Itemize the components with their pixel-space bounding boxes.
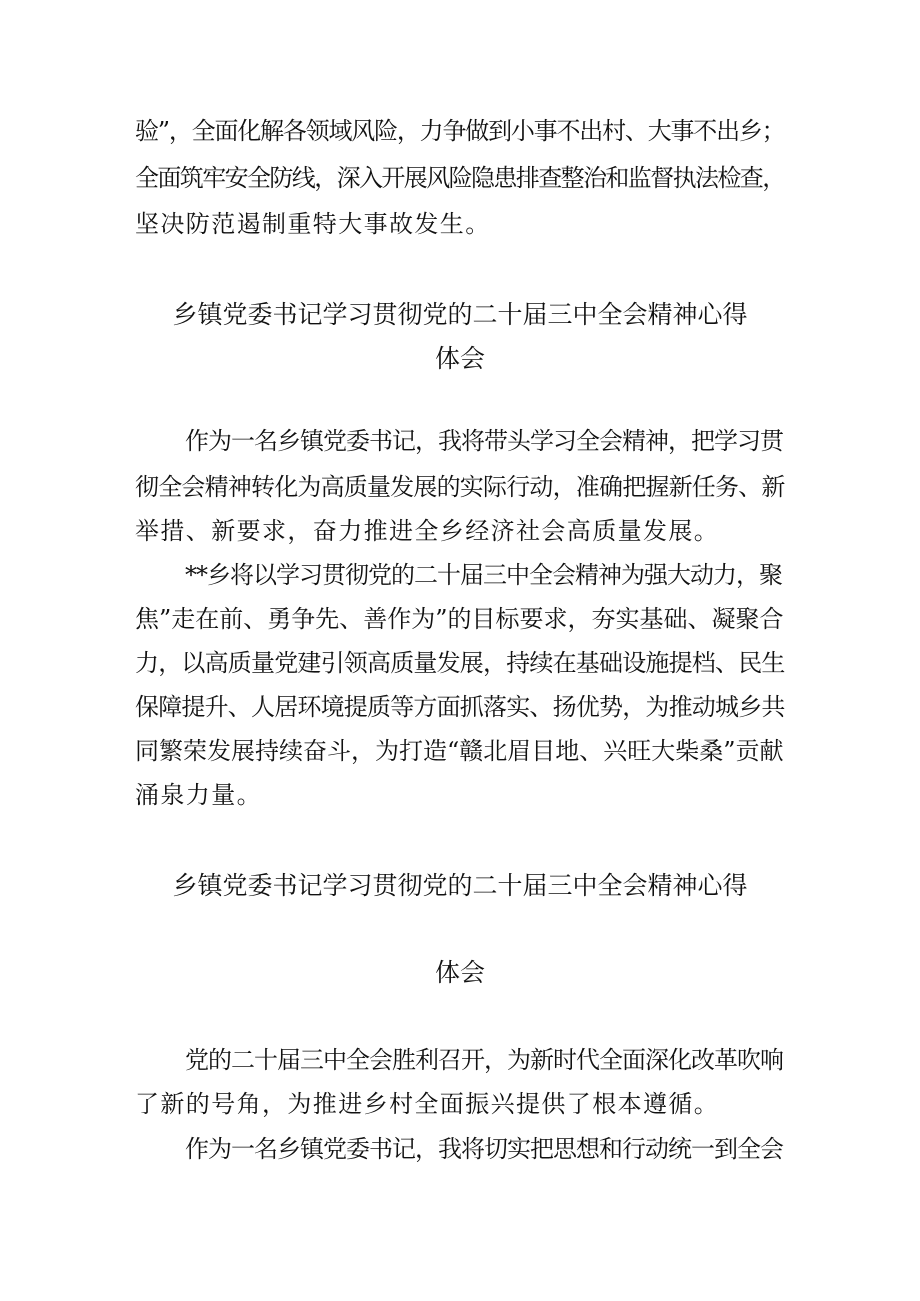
paragraph-line: 保障提升、人居环境提质等方面抓落实、扬优势，为推动城乡共 xyxy=(135,693,785,721)
paragraph-line: 涌泉力量。 xyxy=(135,781,262,809)
paragraph-line: 作为一名乡镇党委书记，我将切实把思想和行动统一到全会 xyxy=(185,1135,783,1163)
paragraph-line: 验”，全面化解各领域风险，力争做到小事不出村、大事不出乡； xyxy=(135,117,785,145)
section-heading: 乡镇党委书记学习贯彻党的二十届三中全会精神心得 xyxy=(172,871,748,900)
paragraph-line: 坚决防范遏制重特大事故发生。 xyxy=(135,210,491,238)
paragraph-line: **乡将以学习贯彻党的二十届三中全会精神为强大动力，聚 xyxy=(185,561,782,589)
paragraph-line: 举措、新要求，奋力推进全乡经济社会高质量发展。 xyxy=(135,517,720,545)
paragraph-line: 彻全会精神转化为高质量发展的实际行动，准确把握新任务、新 xyxy=(135,473,785,501)
paragraph-line: 党的二十届三中全会胜利召开，为新时代全面深化改革吹响 xyxy=(185,1046,783,1074)
paragraph-line: 焦”走在前、勇争先、善作为”的目标要求，夯实基础、凝聚合 xyxy=(135,605,784,633)
paragraph-line: 全面筑牢安全防线，深入开展风险隐患排查整治和监督执法检查， xyxy=(135,164,785,192)
section-heading-cont: 体会 xyxy=(434,958,485,987)
paragraph-line: 了新的号角，为推进乡村全面振兴提供了根本遵循。 xyxy=(135,1090,720,1118)
section-heading: 乡镇党委书记学习贯彻党的二十届三中全会精神心得 xyxy=(172,300,748,329)
section-heading-cont: 体会 xyxy=(434,344,485,373)
paragraph-line: 力，以高质量党建引领高质量发展，持续在基础设施提档、民生 xyxy=(135,649,785,677)
paragraph-line: 同繁荣发展持续奋斗，为打造“赣北眉目地、兴旺大柴桑”贡献 xyxy=(135,737,784,765)
paragraph-line: 作为一名乡镇党委书记，我将带头学习全会精神，把学习贯 xyxy=(185,427,783,455)
